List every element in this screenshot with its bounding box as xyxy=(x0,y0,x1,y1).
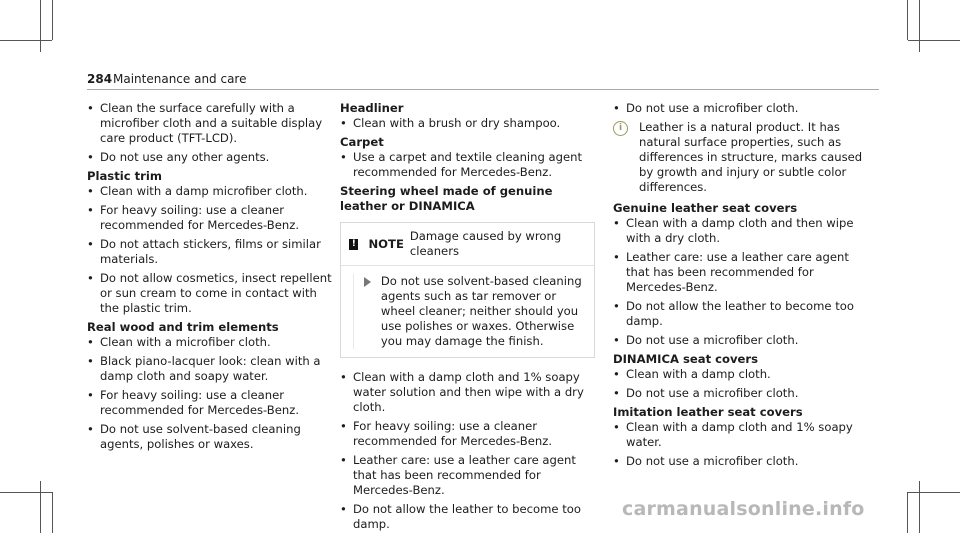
intro-list xyxy=(87,101,332,165)
header-divider xyxy=(87,89,879,90)
crop-mark xyxy=(52,492,53,533)
list-item: • Black piano-lacquer look: clean with a damp cloth and soapy water. xyxy=(87,354,332,384)
list-item: • Do not use a microfiber cloth. xyxy=(613,454,873,469)
wood-trim-list xyxy=(87,335,332,452)
column-right xyxy=(613,101,873,473)
list-item: • Do not allow the leather to become too damp. xyxy=(340,502,595,532)
list-item: • Do not attach stickers, films or similar materials. xyxy=(87,237,332,267)
crop-mark xyxy=(907,0,908,40)
genuine-leather-list xyxy=(613,216,873,348)
carpet-list xyxy=(340,150,595,180)
list-item: • Do not use a microfiber cloth. xyxy=(613,386,873,401)
list-item: • Do not use a microfiber cloth. xyxy=(613,101,873,116)
list-item: • For heavy soiling: use a cleaner recommended for Mercedes-Benz. xyxy=(87,203,332,233)
crop-mark xyxy=(908,492,960,493)
list-item: • Do not use a microfiber cloth. xyxy=(613,333,873,348)
section-heading: Real wood and trim elements xyxy=(87,320,279,334)
list-item: • Do not allow cosmetics, insect repellent or sun cream to come in contact with the plastic trim. xyxy=(87,271,332,316)
list-item: • Clean with a damp cloth and 1% soapy water. xyxy=(613,420,873,450)
info-icon: i xyxy=(613,121,628,136)
column-left xyxy=(87,101,332,456)
list-item: • Clean with a damp cloth and 1% soapy water solution and then wipe with a dry cloth. xyxy=(340,370,595,415)
crop-mark xyxy=(919,0,920,52)
note-title: Damage caused by wrong cleaners xyxy=(409,229,562,258)
list-item: • Leather care: use a leather care agent that has been recommended for Mercedes-Benz. xyxy=(613,250,873,295)
section-title: Maintenance and care xyxy=(113,72,247,86)
imitation-leather-list xyxy=(613,420,873,469)
section-heading: Imitation leather seat covers xyxy=(613,405,803,419)
note-body xyxy=(353,266,594,357)
steering-wheel-list xyxy=(340,370,595,532)
section-heading: Steering wheel made of genuine leather or DINAMICA xyxy=(340,184,553,213)
top-list xyxy=(613,101,873,116)
column-middle xyxy=(340,101,595,536)
list-item: • For heavy soiling: use a cleaner recommended for Mercedes-Benz. xyxy=(340,419,595,449)
crop-mark xyxy=(908,40,960,41)
list-item: • Do not allow the leather to become too damp. xyxy=(613,299,873,329)
list-item: • Clean with a damp microfiber cloth. xyxy=(87,184,332,199)
list-item: • Use a carpet and textile cleaning agent recommended for Mercedes-Benz. xyxy=(340,150,595,180)
headliner-list xyxy=(340,116,595,131)
section-heading: Headliner xyxy=(340,101,404,115)
section-heading: Plastic trim xyxy=(87,169,162,183)
list-item: • Clean with a damp cloth and then wipe with a dry cloth. xyxy=(613,216,873,246)
page-number: 284 xyxy=(87,72,113,86)
info-text: Leather is a natural product. It has natural surface properties, such as differences in structure, marks caused by growth and injury or subtle color differences. xyxy=(639,120,863,194)
crop-mark xyxy=(0,492,52,493)
section-heading: DINAMICA seat covers xyxy=(613,352,759,366)
plastic-trim-list xyxy=(87,184,332,316)
list-item: • For heavy soiling: use a cleaner recommended for Mercedes-Benz. xyxy=(87,388,332,418)
warning-icon: ! xyxy=(349,239,358,250)
crop-mark xyxy=(52,0,53,40)
watermark: carmanualsonline.info xyxy=(622,498,865,520)
list-item: • Clean with a microfiber cloth. xyxy=(87,335,332,350)
note-header xyxy=(341,223,594,266)
dinamica-list xyxy=(613,367,873,401)
crop-mark xyxy=(0,40,52,41)
list-item: • Clean the surface carefully with a microfiber cloth and a suitable display care product (TFT-LCD). xyxy=(87,101,332,146)
section-heading: Carpet xyxy=(340,135,384,149)
crop-mark xyxy=(919,481,920,533)
note-label: NOTE xyxy=(368,236,404,251)
list-item: • Clean with a brush or dry shampoo. xyxy=(340,116,595,131)
crop-mark xyxy=(40,481,41,533)
arrow-right-icon xyxy=(364,277,371,287)
list-item: • Clean with a damp cloth. xyxy=(613,367,873,382)
list-item: • Leather care: use a leather care agent that has been recommended for Mercedes-Benz. xyxy=(340,453,595,498)
list-item: • Do not use solvent-based cleaning agents, polishes or waxes. xyxy=(87,422,332,452)
section-heading: Genuine leather seat covers xyxy=(613,201,798,215)
crop-mark xyxy=(907,492,908,533)
note-bar xyxy=(353,274,354,349)
crop-mark xyxy=(40,0,41,52)
info-note xyxy=(613,120,873,195)
note-box xyxy=(340,222,595,358)
list-item: • Do not use any other agents. xyxy=(87,150,332,165)
note-text: Do not use solvent-based cleaning agents such as tar remover or wheel cleaner; neither should you use polishes or waxes. Otherwise you may damage the finish. xyxy=(380,274,582,348)
